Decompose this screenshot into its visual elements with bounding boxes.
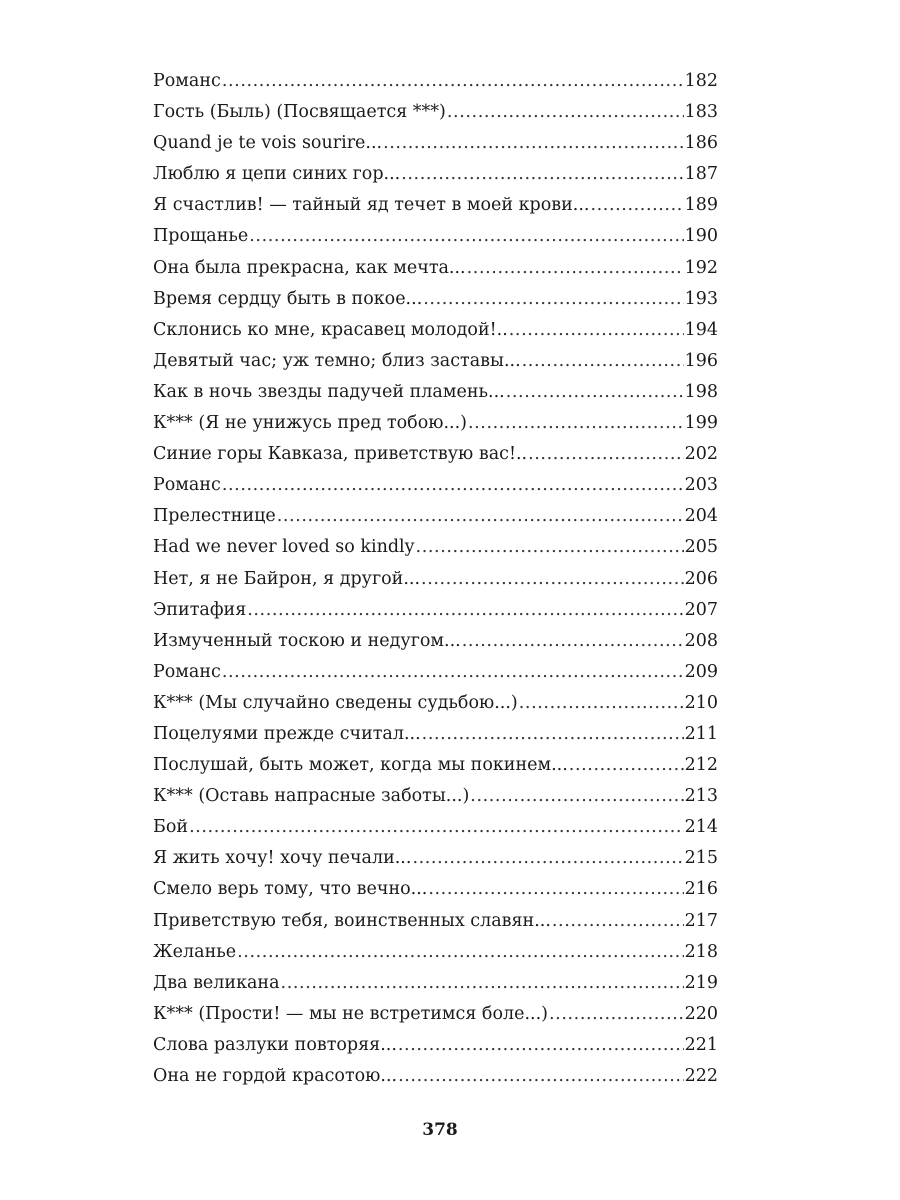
- toc-entry: [153, 97, 718, 128]
- toc-entry-title: Эпитафия: [153, 599, 247, 620]
- toc-entry-title: Романс: [153, 71, 221, 91]
- toc-entry-page: 182: [684, 71, 718, 91]
- dot-leader: [509, 315, 684, 346]
- toc-entry-title: Quand je te vois sourire...: [153, 133, 383, 154]
- dot-leader: [470, 781, 683, 812]
- table-of-contents: [153, 66, 718, 1092]
- toc-entry-title: Приветствую тебя, воинственных славян...: [153, 910, 551, 931]
- toc-entry: [153, 128, 718, 159]
- toc-entry: [153, 221, 718, 252]
- dot-leader: [569, 750, 684, 781]
- page-number: 378: [422, 1120, 458, 1140]
- toc-entry-page: 222: [684, 1066, 718, 1086]
- toc-entry-page: 206: [684, 568, 718, 589]
- dot-leader: [222, 657, 684, 688]
- toc-entry-page: 218: [684, 941, 718, 962]
- toc-entry-title: Романс: [153, 475, 221, 496]
- dot-leader: [462, 626, 684, 657]
- toc-entry: [153, 439, 718, 470]
- toc-entry: [153, 532, 718, 563]
- toc-entry-title: Смело верь тому, что вечно...: [153, 879, 428, 900]
- toc-entry: [153, 564, 718, 595]
- toc-entry: [153, 874, 718, 905]
- toc-entry: [153, 843, 718, 874]
- dot-leader: [222, 66, 684, 97]
- toc-entry-title: Я счастлив! — тайный яд течет в моей крови...: [153, 195, 590, 216]
- dot-leader: [506, 377, 684, 408]
- toc-entry-title: Гость (Быль) (Посвящается ***): [153, 102, 446, 123]
- toc-entry-page: 215: [684, 848, 718, 869]
- dot-leader: [249, 221, 683, 252]
- toc-entry-page: 199: [684, 413, 718, 434]
- dot-leader: [423, 284, 683, 315]
- toc-entry-title: Она не гордой красотою...: [153, 1066, 398, 1086]
- dot-leader: [468, 408, 684, 439]
- dot-leader: [422, 719, 684, 750]
- toc-entry: [153, 470, 718, 501]
- toc-entry-title: К*** (Я не унижусь пред тобою...): [153, 413, 467, 434]
- toc-entry: [153, 999, 718, 1030]
- dot-leader: [189, 812, 684, 843]
- toc-entry-title: Нет, я не Байрон, я другой...: [153, 568, 421, 589]
- dot-leader: [277, 501, 684, 532]
- toc-entry: [153, 626, 718, 657]
- toc-entry-title: Склонись ко мне, красавец молодой!..: [153, 319, 508, 340]
- dot-leader: [416, 532, 684, 563]
- dot-leader: [401, 159, 683, 190]
- dot-leader: [447, 97, 684, 128]
- toc-entry-title: Бой: [153, 817, 189, 838]
- dot-leader: [383, 128, 683, 159]
- toc-entry-title: Had we never loved so kindly: [153, 537, 415, 558]
- toc-entry: [153, 657, 718, 688]
- toc-entry-page: 192: [684, 257, 718, 278]
- toc-entry-page: 221: [684, 1034, 718, 1055]
- dot-leader: [528, 439, 683, 470]
- toc-entry-title: Синие горы Кавказа, приветствую вас!..: [153, 444, 528, 465]
- toc-entry-page: 198: [684, 381, 718, 402]
- toc-entry-page: 203: [684, 475, 718, 496]
- toc-entry-page: 187: [684, 164, 718, 185]
- toc-entry-title: Два великана: [153, 972, 280, 993]
- toc-entry-title: Романс: [153, 661, 221, 682]
- toc-entry-page: 214: [684, 817, 718, 838]
- toc-entry-page: 193: [684, 288, 718, 309]
- toc-entry-title: Желанье: [153, 941, 237, 962]
- dot-leader: [549, 999, 684, 1030]
- toc-entry: [153, 781, 718, 812]
- toc-entry: [153, 377, 718, 408]
- toc-entry: [153, 937, 718, 968]
- toc-entry-title: Время сердцу быть в покое...: [153, 288, 423, 309]
- toc-entry-page: 220: [684, 1003, 718, 1024]
- toc-entry-title: К*** (Прости! — мы не встретимся боле...): [153, 1003, 548, 1024]
- toc-entry-page: 202: [684, 444, 718, 465]
- toc-entry: [153, 408, 718, 439]
- toc-entry-title: Поцелуями прежде считал...: [153, 723, 421, 744]
- toc-entry-page: 219: [684, 972, 718, 993]
- toc-entry-page: 208: [684, 630, 718, 651]
- toc-entry: [153, 284, 718, 315]
- toc-entry: [153, 66, 718, 97]
- toc-entry-page: 204: [684, 506, 718, 527]
- toc-entry: [153, 501, 718, 532]
- dot-leader: [398, 1030, 684, 1061]
- toc-entry-page: 212: [684, 755, 718, 776]
- toc-entry: [153, 750, 718, 781]
- toc-entry-title: К*** (Оставь напрасные заботы...): [153, 786, 470, 807]
- toc-entry: [153, 159, 718, 190]
- toc-entry: [153, 812, 718, 843]
- dot-leader: [281, 968, 684, 999]
- toc-entry-page: 190: [684, 226, 718, 247]
- toc-entry-title: Как в ночь звезды падучей пламень...: [153, 381, 505, 402]
- toc-entry-title: Слова разлуки повторяя...: [153, 1034, 397, 1055]
- toc-entry-title: К*** (Мы случайно сведены судьбою...): [153, 692, 518, 713]
- toc-entry: [153, 346, 718, 377]
- dot-leader: [552, 906, 684, 937]
- dot-leader: [237, 937, 683, 968]
- dot-leader: [590, 190, 683, 221]
- toc-entry-title: Люблю я цепи синих гор...: [153, 164, 401, 185]
- toc-entry-title: Она была прекрасна, как мечта...: [153, 257, 466, 278]
- dot-leader: [222, 470, 684, 501]
- toc-entry-page: 205: [684, 537, 718, 558]
- dot-leader: [247, 595, 683, 626]
- toc-entry-page: 196: [684, 350, 718, 371]
- toc-entry-page: 213: [684, 786, 718, 807]
- toc-entry: [153, 595, 718, 626]
- toc-entry: [153, 253, 718, 284]
- toc-entry-title: Прощанье: [153, 226, 249, 247]
- toc-entry-title: Измученный тоскою и недугом...: [153, 630, 461, 651]
- dot-leader: [467, 253, 684, 284]
- toc-entry-page: 189: [684, 195, 718, 216]
- toc-entry-title: Послушай, быть может, когда мы покинем...: [153, 755, 568, 776]
- toc-entry-page: 207: [684, 599, 718, 620]
- toc-entry-page: 217: [684, 910, 718, 931]
- toc-entry: [153, 906, 718, 937]
- toc-entry-title: Прелестнице: [153, 506, 276, 527]
- toc-entry-page: 210: [684, 692, 718, 713]
- toc-entry: [153, 1030, 718, 1061]
- toc-entry-title: Я жить хочу! хочу печали...: [153, 848, 412, 869]
- dot-leader: [522, 346, 684, 377]
- toc-entry-title: Девятый час; уж темно; близ заставы...: [153, 350, 521, 371]
- toc-entry-page: 211: [684, 723, 718, 744]
- toc-entry-page: 183: [684, 102, 718, 123]
- toc-entry: [153, 719, 718, 750]
- toc-entry: [153, 688, 718, 719]
- toc-entry: [153, 1061, 718, 1092]
- toc-entry-page: 209: [684, 661, 718, 682]
- dot-leader: [398, 1061, 684, 1092]
- dot-leader: [412, 843, 683, 874]
- dot-leader: [421, 564, 684, 595]
- dot-leader: [428, 874, 683, 905]
- toc-entry: [153, 968, 718, 999]
- dot-leader: [519, 688, 684, 719]
- toc-entry-page: 194: [684, 319, 718, 340]
- toc-entry-page: 186: [684, 133, 718, 154]
- toc-entry: [153, 315, 718, 346]
- toc-entry-page: 216: [684, 879, 718, 900]
- toc-entry: [153, 190, 718, 221]
